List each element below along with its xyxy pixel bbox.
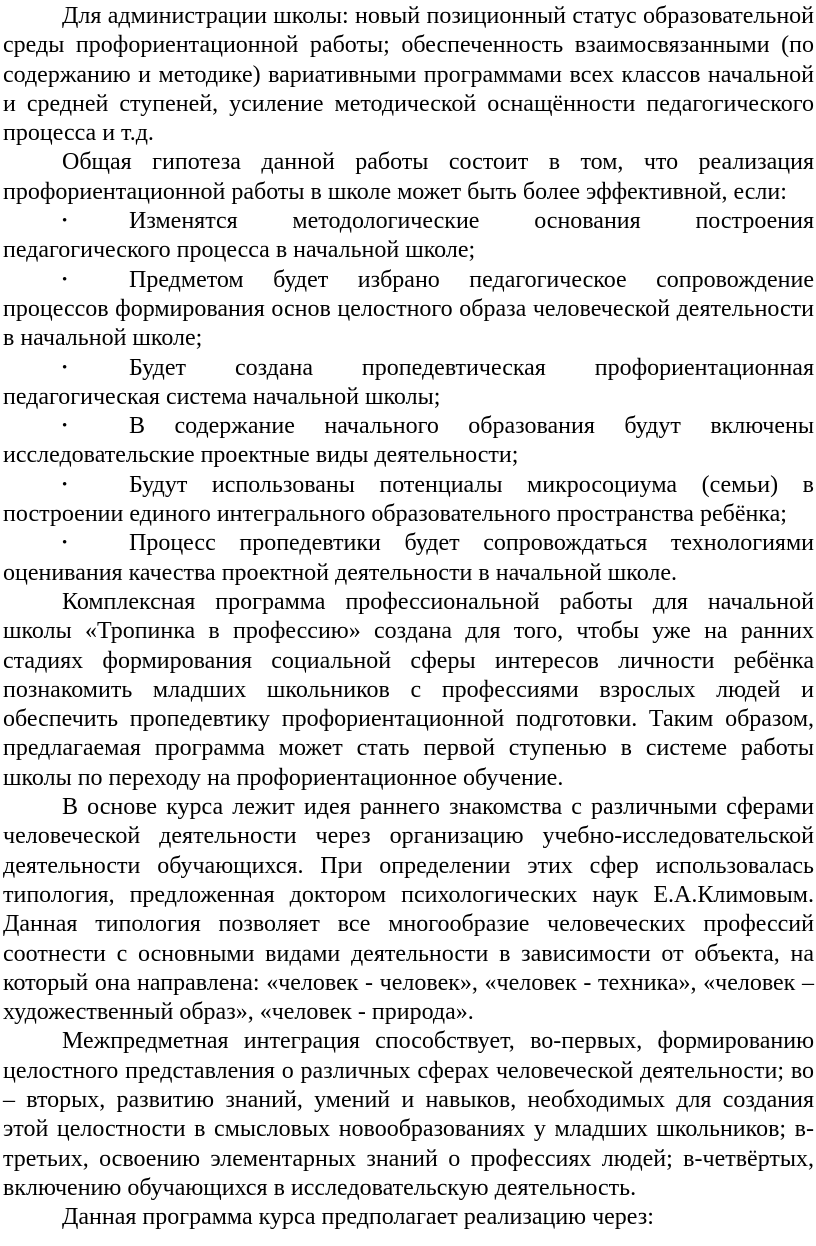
bullet-item bbox=[3, 207, 814, 266]
bullet-icon: • bbox=[62, 359, 68, 376]
paragraph-administration: Для администрации школы: новый позиционный статус образовательной среды профориентационной работы; обеспеченность взаимосвязанными (по содержанию и методике) вариативными программами всех классов начальной и средней ступеней, усиление методической оснащённости педагогического процесса и т.д. bbox=[3, 3, 814, 147]
paragraph-integration: Межпредметная интеграция способствует, во-первых, формированию целостного представления о различных сферах человеческой деятельности; во – вторых, развитию знаний, умений и навыков, необходимых для создания этой целостности в смысловых новообразованиях у младших школьников; в-третьих, освоению элементарных знаний о профессиях людей; в-четвёртых, включению обучающихся в исследовательскую деятельность. bbox=[3, 1028, 814, 1201]
paragraph-program: Комплексная программа профессиональной работы для начальной школы «Тропинка в профессию» создана для того, чтобы уже на ранних стадиях формирования социальной сферы интересов личности ребёнка познакомить младших школьников с профессиями взрослых людей и обеспечить пропедевтику профориентационной подготовки. Таким образом, предлагаемая программа может стать первой ступенью в системе работы школы по переходу на профориентационное обучение. bbox=[3, 588, 814, 791]
bullet-icon: • bbox=[62, 535, 68, 552]
bullet-item bbox=[3, 471, 814, 530]
bullet-text: Предметом будет избрано педагогическое сопровождение процессов формирования основ целостного образа человеческой деятельности в начальной школе; bbox=[3, 266, 814, 352]
bullet-item bbox=[3, 529, 814, 588]
bullet-icon: • bbox=[62, 476, 68, 493]
bullet-icon: • bbox=[62, 418, 68, 435]
bullet-item bbox=[3, 354, 814, 413]
bullet-icon: • bbox=[62, 213, 68, 230]
bullet-text: Будут использованы потенциалы микросоциума (семьи) в построении единого интегрального образовательного пространства ребёнка; bbox=[3, 471, 814, 528]
bullet-item bbox=[3, 266, 814, 354]
bullet-text: В содержание начального образования будут включены исследовательские проектные виды деятельности; bbox=[3, 413, 814, 469]
paragraph-hypothesis: Общая гипотеза данной работы состоит в том, что реализация профориентационной работы в школе может быть более эффективной, если: bbox=[3, 149, 814, 205]
bullet-text: Изменятся методологические основания построения педагогического процесса в начальной школе; bbox=[3, 208, 814, 264]
bullet-text: Процесс пропедевтики будет сопровождаться технологиями оценивания качества проектной деятельности в начальной школе. bbox=[3, 530, 814, 586]
paragraph-implementation: Данная программа курса предполагает реализацию через: bbox=[62, 1204, 654, 1231]
bullet-text: Будет создана пропедевтическая профориентационная педагогическая система начальной школы; bbox=[3, 354, 814, 410]
bullet-item bbox=[3, 412, 814, 471]
bullet-icon: • bbox=[62, 271, 68, 288]
paragraph-course-basis: В основе курса лежит идея раннего знакомства с различными сферами человеческой деятельности через организацию учебно-исследовательской деятельности обучающихся. При определении этих сфер использовалась типология, предложенная доктором психологических наук Е.А.Климовым. Данная типология позволяет все многообразие человеческих профессий соотнести с основными видами деятельности в зависимости от объекта, на который она направлена: «человек - человек», «человек - техника», «человек – художественный образ», «человек - природа». bbox=[3, 794, 814, 1026]
